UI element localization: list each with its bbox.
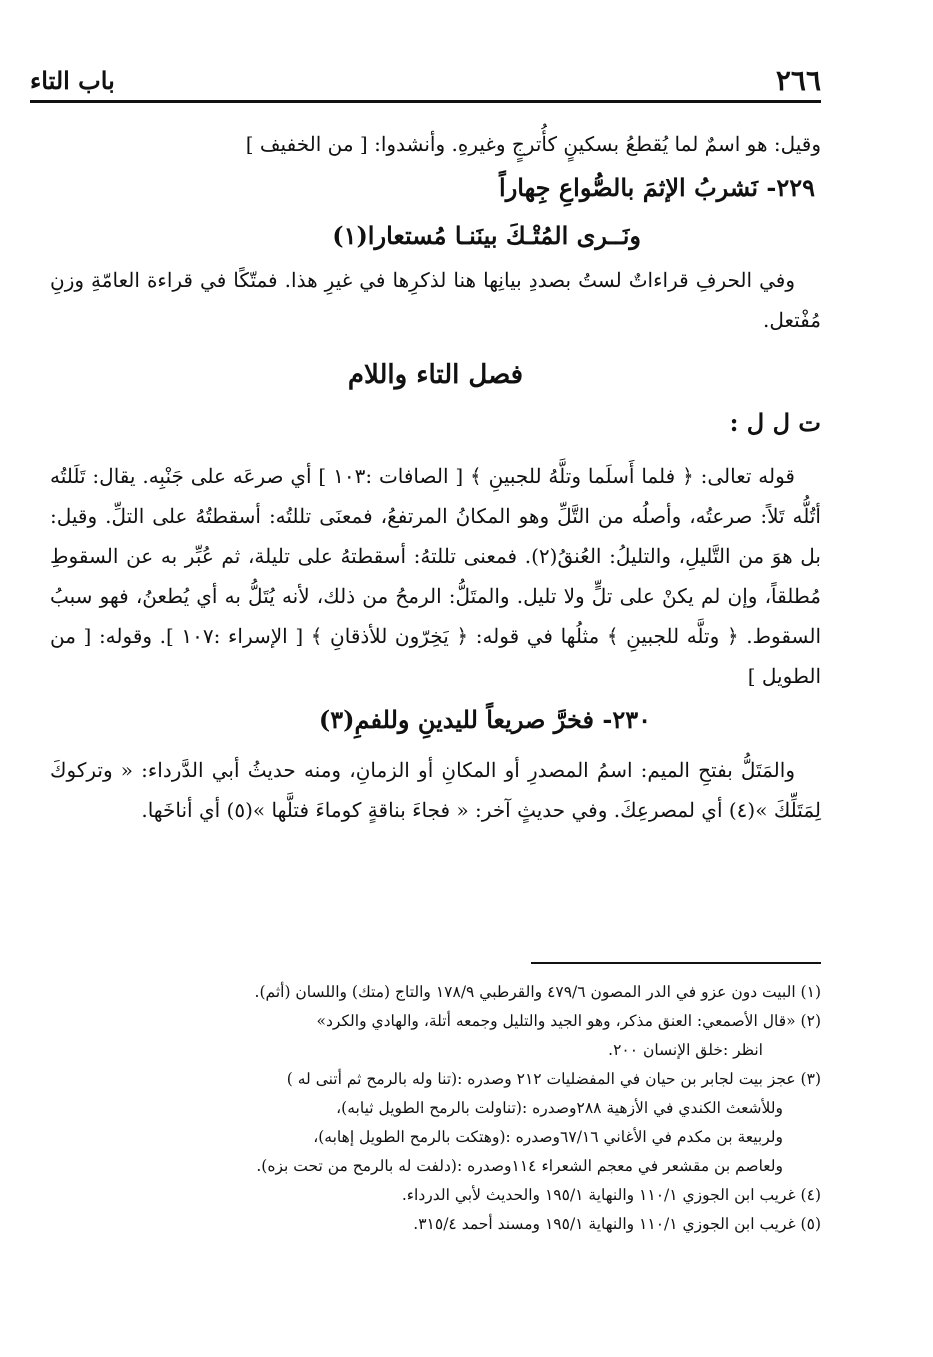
page-header xyxy=(30,58,821,102)
header-rule xyxy=(30,100,821,103)
paragraph-tll: قوله تعالى: ﴿ فلما أَسلَما وتلَّهُ للجبينِ ﴾ [ الصافات :١٠٣ ] أي صرعَه على جَنْبِه. يقال: تَلَلتُه أتُلُّه تَلاً: صرعتُه، وأصلُه من التَّلِّ وهو المكانُ المرتفعُ، فمعنَى تللتُه: أسقطتُهُ على التلِّ. وقيل: بل هوَ من التَّليلِ، والتليلُ: العُنقُ(٢). فمعنى تللتهُ: أسقطتهُ على تليلة، ثم عُبِّر به عن السقوطِ مُطلقاً، وإن لم يكنْ على تلٍّ ولا تليل. والمتَلُّ: الرمحُ من ذلك، لأنه يُتَلُّ به أي يُطعنُ، فهو سببُ السقوط. ﴿ وتلَّه للجبينِ ﴾ مثلُها في قوله: ﴿ يَخِرّون للأذقانِ ﴾ [ الإسراء :١٠٧ ]. وقوله: [ من الطويل ] xyxy=(50,464,822,688)
paragraph-matall: والمَتَلُّ بفتحِ الميم: اسمُ المصدرِ أو المكانِ أو الزمانِ، ومنه حديثُ أبي الدَّرداء: « وتركوكَ لِمَتَلِّكَ »(٤) أي لمصرعِكَ. وفي حديثٍ آخر: « فجاءَ بناقةٍ كوماءَ فتلَّها »(٥) أي أناخَها. xyxy=(50,758,821,822)
footnote-3-line-3: ولربيعة بن مكدم في الأغاني ٦٧/١٦وصدره :(وهتكت بالرمح الطويل إهابه)، xyxy=(313,1128,783,1146)
footnote-3: (٣) عجز بيت لجابر بن حيان في المفضليات ٢١٢ وصدره :(تنا وله بالرمح ثم أتنى له ) xyxy=(286,1070,821,1088)
main-text xyxy=(50,124,821,830)
section-title: فصل التاء واللام xyxy=(347,360,524,390)
verse-230: ٢٣٠- فخرَّ صريعاً لليدينِ وللفمِ(٣) xyxy=(318,705,651,734)
paragraph-readings: وفي الحرفِ قراءاتٌ لستُ بصددِ بيانِها هنا لذكرِها في غيرِ هذا. فمتّكًا في قراءة العامّةِ وزنِ مُفْتعل. xyxy=(50,268,821,332)
footnote-3-line-4: ولعاصم بن مقشعر في معجم الشعراء ١١٤وصدره :(دلفت له بالرمح من تحت بزه). xyxy=(256,1157,783,1175)
footnote-4: (٤) غريب ابن الجوزي ١١٠/١ والنهاية ١٩٥/١ والحديث لأبي الدرداء. xyxy=(401,1186,821,1204)
footnote-separator xyxy=(531,962,821,964)
running-head: باب التاء xyxy=(30,66,115,95)
verse-229-second-hemistich: ونَــرى المُتْـكَ بينَنـا مُستعارا(١) xyxy=(332,221,641,250)
footnote-2: (٢) «قال الأصمعي: العنق مذكر، وهو الجيد والتليل وجمعه أتلة، والهادي والكرد» xyxy=(316,1012,821,1030)
footnote-3-line-2: وللأشعث الكندي في الأزهية ٢٨٨وصدره :(تناولت بالرمح الطويل ثيابه)، xyxy=(336,1099,783,1117)
paragraph-intro: وقيل: هو اسمٌ لما يُقطعُ بسكينٍ كأُترجٍ وغيرهِ. وأنشدوا: [ من الخفيف ] xyxy=(245,132,821,156)
footnote-1: (١) البيت دون عزو في الدر المصون ٤٧٩/٦ والقرطبي ١٧٨/٩ والتاج (متك) واللسان (أثم). xyxy=(254,983,821,1001)
footnote-2-continuation: انظر :خلق الإنسان ٢٠٠. xyxy=(608,1041,763,1059)
page-number: ٢٦٦ xyxy=(775,64,821,97)
verse-229-first-hemistich: ٢٢٩- نَشربُ الإثمَ بالصُّواعِ جِهاراً xyxy=(499,173,815,202)
footnotes xyxy=(50,978,821,1239)
root-letters: ت ل ل : xyxy=(729,408,821,437)
footnote-5: (٥) غريب ابن الجوزي ١١٠/١ والنهاية ١٩٥/١ ومسند أحمد ٣١٥/٤. xyxy=(413,1215,821,1233)
